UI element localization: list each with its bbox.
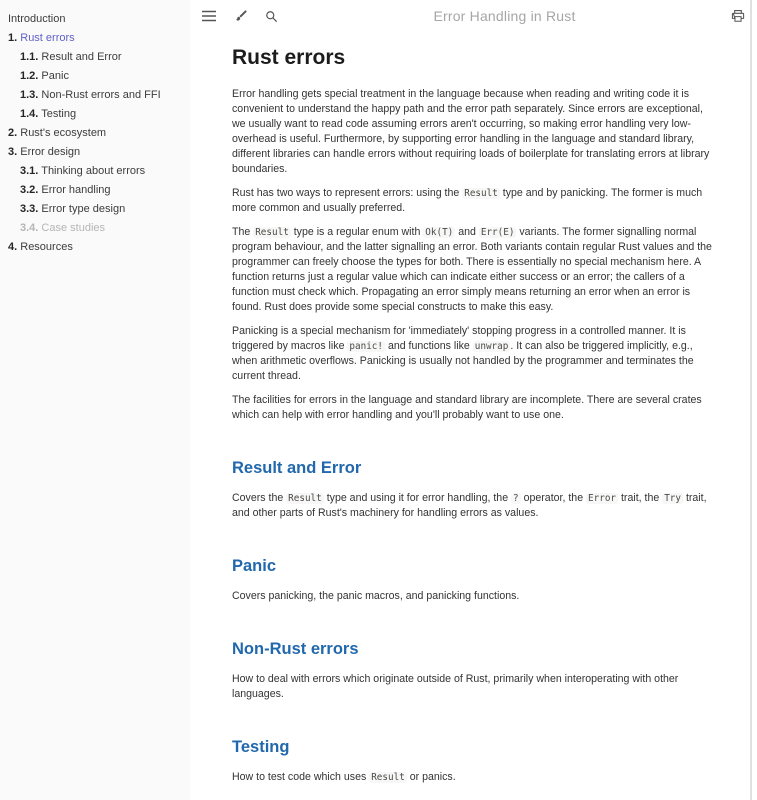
search-icon [265,10,278,23]
print-icon [731,9,745,23]
page-title-heading: Rust errors [232,46,346,69]
section-heading-non-rust-errors[interactable]: Non-Rust errors [232,640,359,658]
sidebar-item-non-rust-errors-and-ffi[interactable] [8,89,184,102]
sidebar-item-result-and-error[interactable] [8,51,184,64]
section-heading-panic[interactable]: Panic [232,557,277,575]
inline-code: Ok(T) [425,227,454,238]
chapter-label: Rust's ecosystem [20,127,107,139]
inline-code: Error [588,493,617,504]
chapter-number: 2. [8,127,18,139]
chapter-label: Introduction [8,13,66,25]
menu-left-buttons [202,9,278,23]
chapter-number: 1.2. [20,70,39,82]
chapter-label: Error handling [41,184,111,196]
paragraph: Error handling gets special treatment in the language because when reading and writing code it is convenient to understand the happy path and the error path separately. Since errors are exceptional, we usually want to read code assuming errors aren't occurring, so making error handling very low-overhead is useful. Furthermore, by supporting error handling in the language and standard library, different libraries can handle errors without requiring loads of boilerplate for translating errors at library boundaries. [232,88,710,175]
inline-code: Result [255,227,289,238]
inline-code: unwrap [474,341,509,352]
chapter-number: 1.1. [20,51,39,63]
inline-code: Result [464,188,498,199]
menu-bar [190,0,757,32]
search-button[interactable] [264,9,278,23]
paragraph: Covers the Result type and using it for error handling, the ? operator, the Error trait, the Try trait, and other parts of Rust's machinery for handling errors as values. [232,492,707,519]
chapter-number: 1.4. [20,108,39,120]
sidebar-item-error-type-design[interactable] [8,203,184,216]
chapter-number: 3. [8,146,18,158]
chapter-number: 1. [8,32,18,44]
inline-code: ? [513,493,519,504]
chapter-label: Case studies [41,222,106,234]
content-blocks [232,45,717,785]
book-title: Error Handling in Rust [433,8,576,24]
chapter-number: 3.3. [20,203,39,215]
sidebar-item-thinking-about-errors[interactable] [8,165,184,178]
chapter-number: 1.3. [20,89,39,101]
table-of-contents [8,13,184,254]
sidebar-item-testing[interactable] [8,108,184,121]
inline-code: Result [288,493,322,504]
chapter-label: Thinking about errors [41,165,146,177]
chapter-label: Result and Error [41,51,122,63]
chapter-number: 4. [8,241,18,253]
chapter-label: Error type design [41,203,126,215]
paragraph: Panicking is a special mechanism for 'immediately' stopping progress in a controlled manner. It is triggered by macros like panic! and functions like unwrap . It can also be triggered implicitly, e.g., when arithmetic overflows. Panicking is usually not handled by the programmer and terminates the current thread. [232,325,694,382]
paragraph: Covers panicking, the panic macros, and panicking functions. [232,590,520,602]
chapter-number: 3.1. [20,165,39,177]
inline-code: Err(E) [480,227,515,238]
sidebar-item-panic[interactable] [8,70,184,83]
print-button[interactable] [731,9,745,23]
sidebar-item-introduction[interactable] [8,13,184,26]
inline-code: panic! [349,341,383,352]
sidebar-item-rust-s-ecosystem[interactable] [8,127,184,140]
sidebar-item-case-studies [8,222,184,235]
chapter-label: Panic [41,70,69,82]
inline-code: Result [371,772,405,783]
chapter-label: Non-Rust errors and FFI [41,89,161,101]
content [190,32,757,785]
sidebar-item-error-handling[interactable] [8,184,184,197]
sidebar-item-resources[interactable] [8,241,184,254]
sidebar-toggle-button[interactable] [202,9,216,23]
section-heading-result-and-error[interactable]: Result and Error [232,459,362,477]
page [190,0,757,800]
theme-button[interactable] [233,9,247,23]
chapter-number: 3.4. [20,222,39,234]
chapter-label: Rust errors [20,32,75,44]
menu-right-buttons [731,9,745,23]
sidebar [0,0,190,800]
paragraph: The Result type is a regular enum with Ok(T) and Err(E) variants. The former signalling normal program behaviour, and the latter signalling an error. Both variants contain regular Rust values and the programmer can freely choose the types for both. There is essentially no special mechanism here. A function returns just a regular value which can indicate either success or an error; the callers of a function must check which. Propagating an error simply means returning an error when an error is found. Rust does provide some special constructs to make this easy. [232,226,712,313]
section-heading-testing[interactable]: Testing [232,738,290,756]
inline-code: Try [664,493,681,504]
paintbrush-icon [234,10,247,23]
chapter-label: Resources [20,241,73,253]
hamburger-menu-icon [202,10,216,22]
sidebar-item-rust-errors[interactable] [8,32,184,45]
paragraph: Rust has two ways to represent errors: using the Result type and by panicking. The former is much more common and usually preferred. [232,187,703,214]
chapter-label: Testing [41,108,77,120]
paragraph: How to test code which uses Result or panics. [232,771,456,783]
chapter-label: Error design [20,146,81,158]
paragraph: How to deal with errors which originate outside of Rust, primarily when interoperating with other languages. [232,673,679,700]
scrollbar[interactable] [750,0,752,800]
chapter-number: 3.2. [20,184,39,196]
sidebar-item-error-design[interactable] [8,146,184,159]
paragraph: The facilities for errors in the language and standard library are incomplete. There are several crates which can help with error handling and you'll probably want to use one. [232,394,702,421]
